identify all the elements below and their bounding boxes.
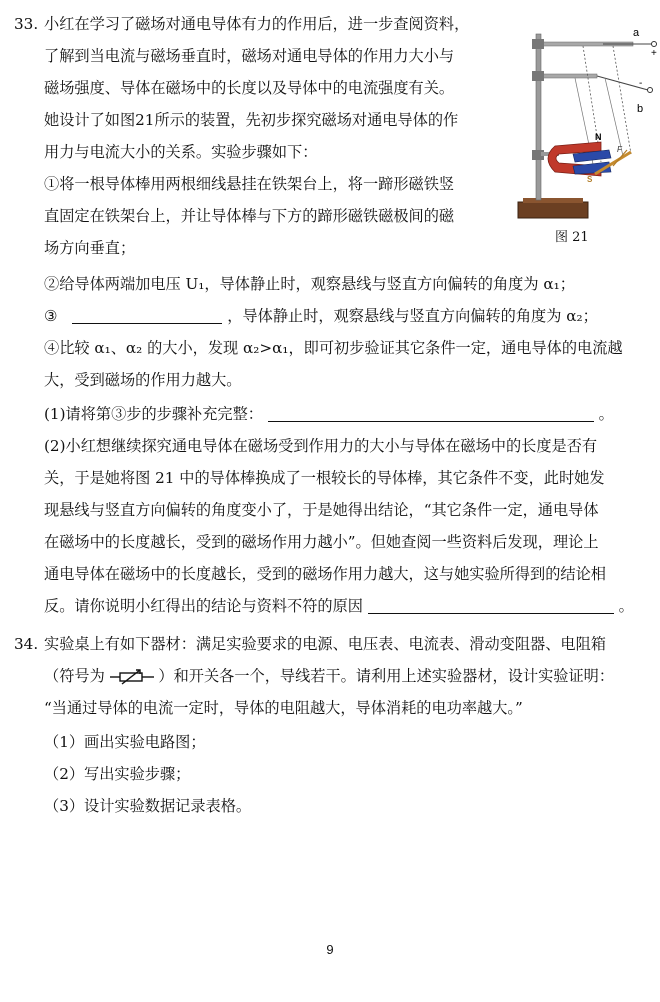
sub1-text: (1)请将第③步的步骤补充完整： <box>44 405 263 423</box>
question-33-number: 33. <box>14 15 39 33</box>
stand-base <box>518 202 588 218</box>
q33-step3 <box>44 306 598 326</box>
q34-line-2 <box>44 666 614 686</box>
step3-answer-blank[interactable] <box>72 307 222 324</box>
label-N: N <box>595 132 602 142</box>
q33-step1-line-3: 场方向垂直； <box>44 239 136 257</box>
sub2-answer-blank[interactable] <box>368 597 614 614</box>
q33-text-line-4: 她设计了如图21所示的装置，先初步探究磁场对通电导体的作 <box>44 111 459 129</box>
sub1-answer-blank[interactable] <box>268 405 594 422</box>
stand-base-top <box>523 198 583 203</box>
q34-item-3: （3）设计实验数据记录表格。 <box>44 797 252 815</box>
q33-sub2-line-5: 通电导体在磁场中的长度越长，受到的磁场作用力越大，这与她实验所得到的结论相 <box>44 565 606 583</box>
q33-sub1 <box>44 404 614 424</box>
sub2-end: 。 <box>618 597 634 615</box>
label-plus: + <box>651 48 657 59</box>
q33-sub2-line-3: 现悬线与竖直方向偏转的角度变小了，于是她得出结论，“其它条件一定，通电导体 <box>44 501 599 519</box>
thread-right <box>613 46 631 154</box>
q34-line-1: 实验桌上有如下器材：满足实验要求的电源、电压表、电流表、滑动变阻器、电阻箱 <box>44 635 606 653</box>
q34-item-1: （1）画出实验电路图； <box>44 733 206 751</box>
label-S: S <box>587 175 593 184</box>
q33-text-line-1: 小红在学习了磁场对通电导体有力的作用后，进一步查阅资料， <box>44 15 470 33</box>
step3-suffix: ，导体静止时，观察悬线与竖直方向偏转的角度为 α₂； <box>227 307 598 325</box>
q33-step1-line-2: 直固定在铁架台上，并让导体棒与下方的蹄形磁铁磁极间的磁 <box>44 207 455 225</box>
label-minus: - <box>639 78 643 89</box>
q33-sub2-line-6 <box>44 596 634 616</box>
q33-sub2-line-2: 关，于是她将图 21 中的导体棒换成了一根较长的导体棒，其它条件不变，此时她发 <box>44 469 605 487</box>
top-clamp <box>532 39 544 49</box>
q34-line2-suffix: ）和开关各一个，导线若干。请利用上述实验器材，设计实验证明： <box>158 667 615 685</box>
figure-21-apparatus <box>513 24 658 249</box>
question-34-number: 34. <box>14 635 39 653</box>
q33-step1-line-1: ①将一根导体棒用两根细线悬挂在铁架台上，将一蹄形磁铁竖 <box>44 175 455 193</box>
q33-text-line-3: 磁场强度、导体在磁场中的长度以及导体中的电流强度有关。 <box>44 79 455 97</box>
terminal-b <box>648 88 653 93</box>
sub1-end: 。 <box>598 405 614 423</box>
page-number: 9 <box>326 942 334 957</box>
q34-line-3: “当通过导体的电流一定时，导体的电阻越大，导体消耗的电功率越大。” <box>44 699 523 717</box>
q33-step4-line-2: 大，受到磁场的作用力越大。 <box>44 371 242 389</box>
sub2-last-text: 反。请你说明小红得出的结论与资料不符的原因 <box>44 597 363 615</box>
resistance-box-symbol <box>110 669 154 685</box>
q33-step2: ②给导体两端加电压 U₁，导体静止时，观察悬线与竖直方向偏转的角度为 α₁； <box>44 275 575 293</box>
figure-21-caption: 图 21 <box>555 230 589 245</box>
stand-rod <box>536 34 541 200</box>
q33-sub2-line-4: 在磁场中的长度越长，受到的磁场作用力越小”。但她查阅一些资料后发现，理论上 <box>44 533 599 551</box>
q34-line2-prefix: （符号为 <box>44 667 105 685</box>
label-b: b <box>637 103 644 115</box>
step3-prefix: ③ <box>44 307 58 325</box>
second-clamp <box>532 71 544 81</box>
terminal-a <box>652 42 657 47</box>
label-F: F <box>617 145 622 154</box>
label-a: a <box>633 27 640 39</box>
q33-text-line-5: 用力与电流大小的关系。实验步骤如下： <box>44 143 318 161</box>
second-arm <box>537 74 597 78</box>
q33-step4-line-1: ④比较 α₁、α₂ 的大小，发现 α₂>α₁，即可初步验证其它条件一定，通电导体的电流越 <box>44 339 623 357</box>
q33-text-line-2: 了解到当电流与磁场垂直时，磁场对通电导体的作用力大小与 <box>44 47 455 65</box>
q33-sub2-line-1: (2)小红想继续探究通电导体在磁场受到作用力的大小与导体在磁场中的长度是否有 <box>44 437 598 455</box>
q34-item-2: （2）写出实验步骤； <box>44 765 191 783</box>
